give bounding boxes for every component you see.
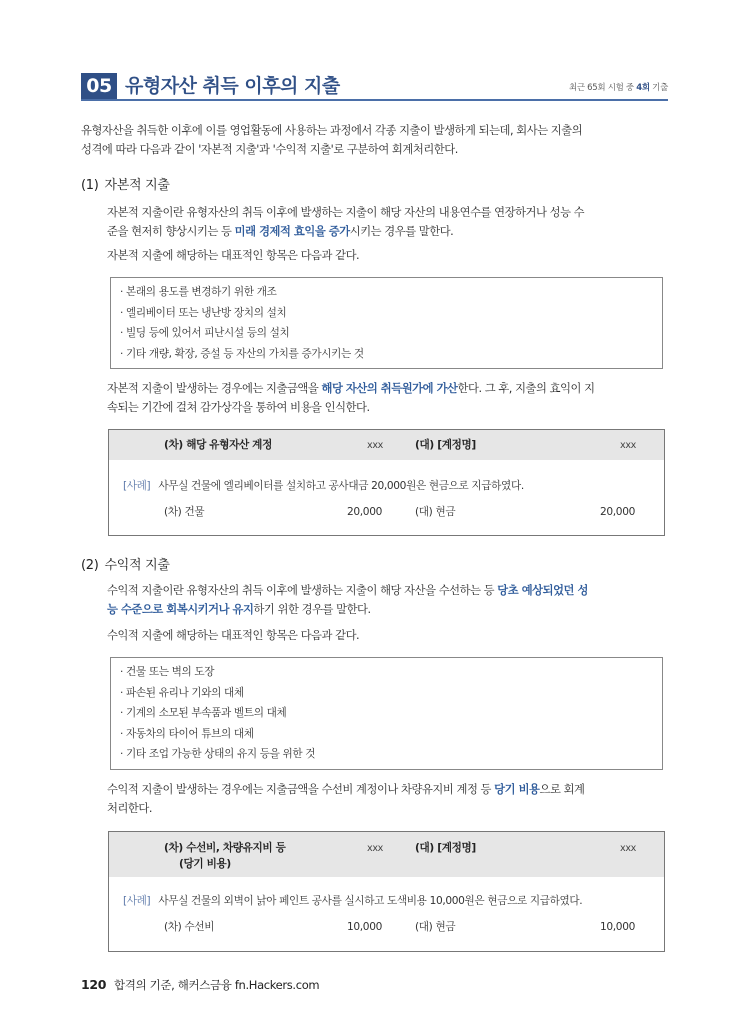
journal-debit-sublabel: (당기 비용) [179,858,231,870]
journal-debit-amount: xxx [367,843,383,854]
capital-definition [107,203,672,241]
exam-note-prefix: 최근 65회 시험 중 [568,83,637,93]
example-debit-amount: 20,000 [347,506,382,518]
revenue-heading-number: (2) [81,558,99,573]
capital-journal-box [108,429,665,536]
page-number: 120 [81,977,107,992]
journal-example [109,877,664,951]
capital-accounting-text: 자본적 지출이 발생하는 경우에는 지출금액을 [107,382,322,395]
capital-items-intro: 자본적 지출에 해당하는 대표적인 항목은 다음과 같다. [107,249,360,262]
capital-expenditure-heading [81,177,170,195]
capital-accounting-line-1 [107,379,672,398]
journal-credit-label: (대) [계정명] [415,842,476,854]
exam-note-count: 4회 [636,83,650,93]
revenue-items-intro: 수익적 지출에 해당하는 대표적인 항목은 다음과 같다. [107,629,360,642]
footer-text: 합격의 기준, 해커스금융 fn.Hackers.com [114,978,320,992]
revenue-items-box [110,657,663,770]
example-tag: [사례] [123,895,151,907]
exam-note-suffix: 기출 [649,83,668,93]
journal-debit-amount: xxx [367,440,383,451]
revenue-definition [107,581,672,619]
journal-debit-label: (차) 해당 유형자산 계정 [164,439,272,451]
revenue-def-line-1 [107,581,672,600]
journal-debit-label: (차) 수선비, 차량유지비 등 [164,842,286,854]
example-debit-label: (차) 건물 [164,506,205,518]
intro-line-1: 유형자산을 취득한 이후에 이를 영업활동에 사용하는 과정에서 각종 지출이 발생하게 되는데, 회사는 지출의 [81,124,583,137]
journal-credit-label: (대) [계정명] [415,439,476,451]
revenue-def-line-2 [107,600,672,619]
journal-credit-amount: xxx [620,843,636,854]
capital-def-text: 준을 현저히 향상시키는 등 [107,225,235,238]
revenue-item: · 기타 조업 가능한 상태의 유지 등을 위한 것 [120,748,316,760]
exam-frequency-note [569,81,668,93]
intro-line-2: 성격에 따라 다음과 같이 '자본적 지출'과 '수익적 지출'로 구분하여 회계처리한다. [81,143,458,156]
capital-heading-number: (1) [81,178,99,193]
capital-accounting-highlight: 해당 자산의 취득원가에 가산 [321,382,458,395]
example-credit-amount: 10,000 [600,921,635,933]
revenue-accounting-text-end: 으로 회계 [539,783,585,796]
example-tag: [사례] [123,480,151,492]
capital-item: · 엘리베이터 또는 냉난방 장치의 설치 [120,306,287,319]
revenue-accounting-text: 수익적 지출이 발생하는 경우에는 지출금액을 수선비 계정이나 차량유지비 계정 등 [107,783,495,796]
revenue-item: · 자동차의 타이어 튜브의 대체 [120,727,254,740]
journal-example-line [123,479,524,494]
revenue-def-highlight-cont: 능 수준으로 회복시키거나 유지 [107,603,254,616]
example-credit-label: (대) 현금 [415,921,456,933]
revenue-accounting-line-2: 처리한다. [107,802,152,815]
revenue-expenditure-heading [81,557,170,575]
intro-paragraph [81,121,671,159]
example-text: 사무실 건물의 외벽이 낡아 페인트 공사를 실시하고 도색비용 10,000원은 현금으로 지급하였다. [158,895,583,907]
journal-entry-row [109,832,664,877]
revenue-item: · 파손된 유리나 기와의 대체 [120,686,244,699]
capital-def-highlight: 미래 경제적 효익을 증가 [234,225,350,238]
example-credit-amount: 20,000 [600,506,635,518]
capital-accounting-line-2: 속되는 기간에 걸쳐 감가상각을 통하여 비용을 인식한다. [107,401,370,414]
revenue-item: · 기계의 소모된 부속품과 벨트의 대체 [120,707,287,719]
example-credit-label: (대) 현금 [415,506,456,518]
capital-def-line-1: 자본적 지출이란 유형자산의 취득 이후에 발생하는 지출이 해당 자산의 내용연수를 연장하거나 성능 수 [107,206,585,219]
journal-entry-row [109,430,664,460]
revenue-def-highlight: 당초 예상되었던 성 [497,584,588,597]
journal-credit-amount: xxx [620,440,636,451]
section-title: 유형자산 취득 이후의 지출 [125,75,340,97]
revenue-accounting-paragraph [107,780,672,818]
capital-item: · 본래의 용도를 변경하기 위한 개조 [120,286,277,298]
example-debit-amount: 10,000 [347,921,382,933]
capital-accounting-text-end: 한다. 그 후, 지출의 효익이 지 [457,382,595,395]
capital-accounting-paragraph [107,379,672,417]
journal-example [109,460,664,535]
revenue-def-text-end: 하기 위한 경우를 말한다. [253,603,371,616]
revenue-accounting-line-1 [107,780,672,799]
example-debit-label: (차) 수선비 [164,921,215,933]
capital-item: · 빌딩 등에 있어서 피난시설 등의 설치 [120,327,290,339]
capital-items-box [110,277,663,369]
capital-item: · 기타 개량, 확장, 증설 등 자산의 가치를 증가시키는 것 [120,347,364,360]
capital-heading-text: 자본적 지출 [104,178,170,193]
revenue-journal-box [108,831,665,952]
capital-def-line-2 [107,222,672,241]
section-number-badge: 05 [81,73,117,99]
revenue-accounting-highlight: 당기 비용 [494,783,540,796]
revenue-item: · 건물 또는 벽의 도장 [120,666,215,678]
revenue-heading-text: 수익적 지출 [104,558,170,573]
capital-def-text-end: 시키는 경우를 말한다. [349,225,454,238]
revenue-def-text: 수익적 지출이란 유형자산의 취득 이후에 발생하는 지출이 해당 자산을 수선하는 등 [107,584,498,597]
section-header [81,73,668,101]
example-text: 사무실 건물에 엘리베이터를 설치하고 공사대금 20,000원은 현금으로 지급하였다. [158,480,524,492]
page-footer [81,977,319,993]
journal-example-line [123,894,582,909]
